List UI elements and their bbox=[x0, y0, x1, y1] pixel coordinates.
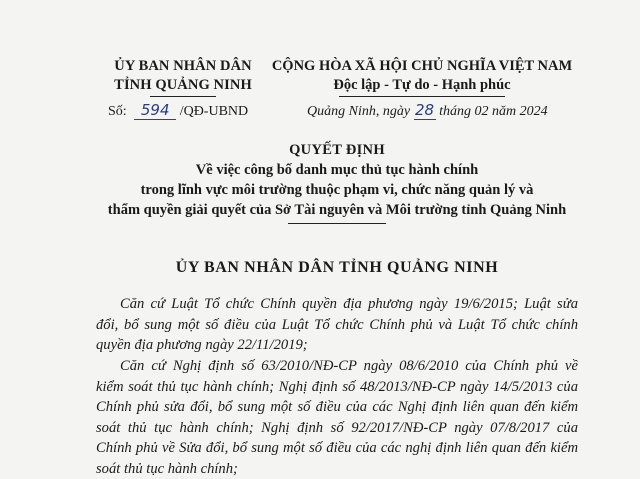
paragraph-line: Căn cứ Nghị định số 63/2010/NĐ-CP ngày 08/6/2010 của Chính phủ về bbox=[96, 356, 578, 377]
paragraph-line: đổi, bổ sung một số điều của Luật Tổ chức Chính phủ và Luật Tổ chức chính bbox=[96, 315, 578, 336]
issuing-body: ỦY BAN NHÂN DÂN TỈNH QUẢNG NINH bbox=[176, 259, 499, 277]
subtitle-rule bbox=[288, 223, 386, 224]
subtitle-line-1: Về việc công bố danh mục thủ tục hành chính bbox=[196, 162, 478, 179]
document-number bbox=[108, 103, 248, 120]
national-motto: Độc lập - Tự do - Hạnh phúc bbox=[333, 77, 510, 94]
paragraph-legal-basis-2 bbox=[96, 356, 578, 479]
subtitle-line-2: trong lĩnh vực môi trường thuộc phạm vi, chức năng quản lý và bbox=[141, 182, 534, 199]
left-header-rule bbox=[150, 96, 216, 97]
paragraph-line: Chính phủ sửa đổi, bổ sung một số điều của các Nghị định liên quan đến kiểm bbox=[96, 397, 578, 418]
agency-name-line1: ỦY BAN NHÂN DÂN bbox=[114, 58, 252, 75]
issue-date-suffix: tháng 02 năm 2024 bbox=[439, 104, 548, 119]
paragraph-line: quyền địa phương ngày 22/11/2019; bbox=[96, 335, 578, 356]
issue-date-prefix: Quảng Ninh, ngày bbox=[307, 104, 410, 119]
document-title: QUYẾT ĐỊNH bbox=[289, 142, 385, 159]
agency-name-line2: TỈNH QUẢNG NINH bbox=[114, 77, 252, 94]
national-title: CỘNG HÒA XÃ HỘI CHỦ NGHĨA VIỆT NAM bbox=[272, 58, 572, 75]
subtitle-line-3: thẩm quyền giải quyết của Sở Tài nguyên và Môi trường tỉnh Quảng Ninh bbox=[108, 202, 566, 219]
paragraph-line: kiểm soát thủ tục hành chính; Nghị định số 48/2013/NĐ-CP ngày 14/5/2013 của bbox=[96, 377, 578, 398]
paragraph-line: Chính phủ về Sửa đổi, bổ sung một số điều của các nghị định liên quan đến kiểm bbox=[96, 438, 578, 459]
issue-date-day-handwritten: 28 bbox=[415, 101, 434, 119]
document-number-suffix: /QĐ-UBND bbox=[180, 104, 248, 119]
paragraph-legal-basis-1 bbox=[96, 294, 578, 356]
document-number-prefix: Số: bbox=[108, 104, 127, 119]
issue-date bbox=[307, 103, 548, 120]
paragraph-line: soát thủ tục hành chính; bbox=[96, 459, 578, 479]
right-header-rule bbox=[339, 96, 505, 97]
paragraph-line: soát thủ tục hành chính; Nghị định số 92/2017/NĐ-CP ngày 07/8/2017 của bbox=[96, 418, 578, 439]
paragraph-line: Căn cứ Luật Tổ chức Chính quyền địa phương ngày 19/6/2015; Luật sửa bbox=[96, 294, 578, 315]
document-number-handwritten: 594 bbox=[141, 101, 170, 119]
